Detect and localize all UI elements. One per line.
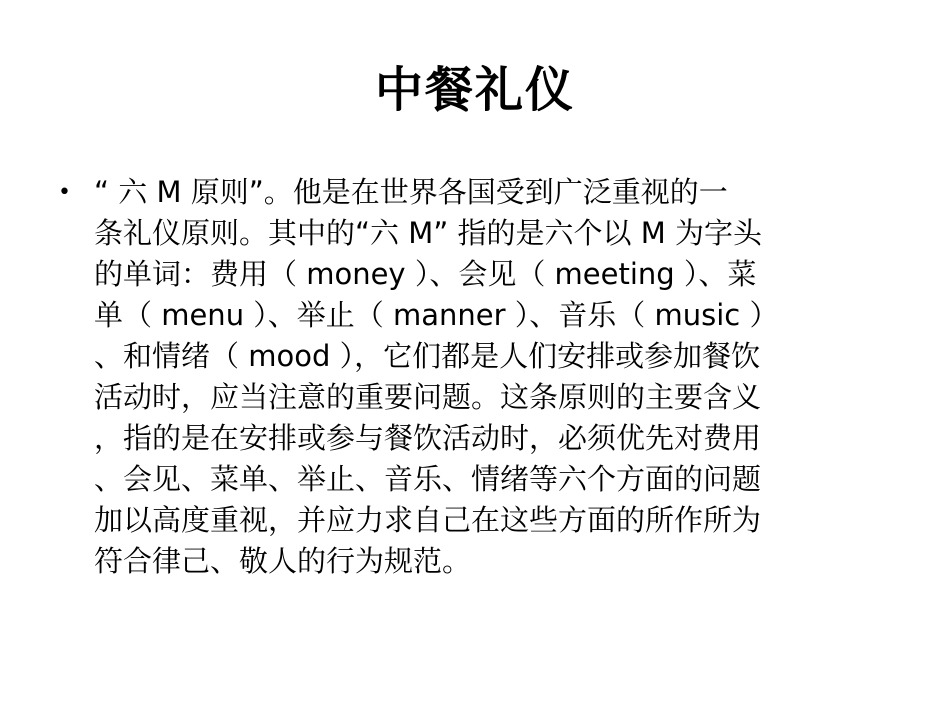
bullet-paragraph [94,172,894,582]
bullet-line: ，指的是在安排或参与餐饮活动时，必须优先对费用 [94,421,762,455]
bullet-line: 、会见、菜单、举止、音乐、情绪等六个方面的问题 [94,462,762,496]
bullet-item [58,172,898,582]
bullet-line: 活动时，应当注意的重要问题。这条原则的主要含义 [94,380,762,414]
bullet-line: “ 六 M 原则”。他是在世界各国受到广泛重视的一 [94,175,728,209]
bullet-icon: • [58,180,71,205]
bullet-line: 的单词：费用（ money ）、会见（ meeting ）、菜 [94,257,757,291]
bullet-line: 符合律己、敬人的行为规范。 [94,544,472,578]
bullet-line: 条礼仪原则。其中的“六 M” 指的是六个以 M 为字头 [94,216,762,250]
bullet-line: 单（ menu ）、举止（ manner ）、音乐（ music ） [94,298,779,332]
bullet-line: 、和情绪（ mood ），它们都是人们安排或参加餐饮 [94,339,761,373]
bullet-line: 加以高度重视，并应力求自己在这些方面的所作所为 [94,503,762,537]
slide-title: 中餐礼仪 [374,62,575,118]
